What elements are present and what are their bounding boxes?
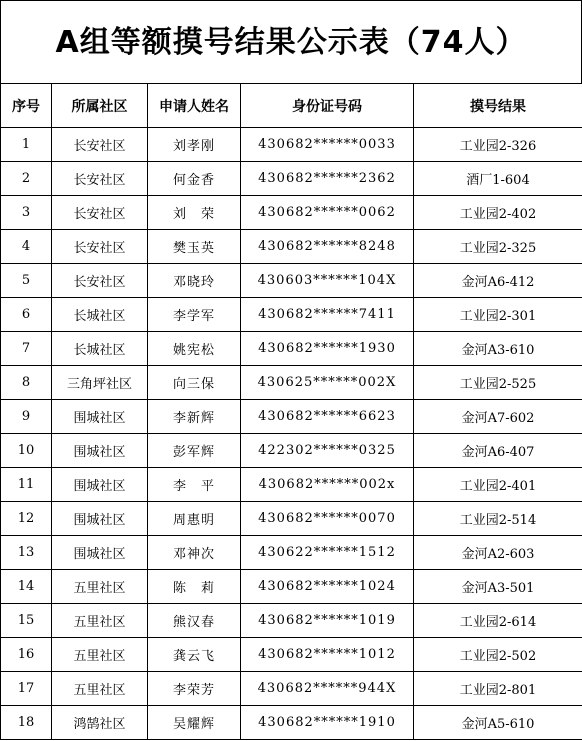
- column-header-serial: 序号: [1, 84, 52, 128]
- table-body: [1, 128, 582, 740]
- table-row: [1, 332, 582, 366]
- id-number-cell: 430682******0070: [241, 502, 414, 536]
- table-row: [1, 706, 582, 740]
- column-header-draw-result: 摸号结果: [414, 84, 582, 128]
- applicant-name-cell: 龚云飞: [148, 638, 241, 672]
- table-row: [1, 162, 582, 196]
- applicant-name-cell: 周惠明: [148, 502, 241, 536]
- serial-cell: 3: [1, 196, 52, 230]
- applicant-name-cell: 李 平: [148, 468, 241, 502]
- draw-result-cell: 工业园2-502: [414, 638, 582, 672]
- serial-cell: 5: [1, 264, 52, 298]
- applicant-name-cell: 刘 荣: [148, 196, 241, 230]
- applicant-name-cell: 樊玉英: [148, 230, 241, 264]
- table-row: [1, 468, 582, 502]
- draw-result-cell: 金河A6-412: [414, 264, 582, 298]
- id-number-cell: 430682******1019: [241, 604, 414, 638]
- applicant-name-cell: 陈 莉: [148, 570, 241, 604]
- table-row: [1, 672, 582, 706]
- draw-result-cell: 工业园2-301: [414, 298, 582, 332]
- applicant-name-cell: 姚宪松: [148, 332, 241, 366]
- page-title: A组等额摸号结果公示表（74人）: [0, 0, 582, 83]
- table-row: [1, 230, 582, 264]
- serial-cell: 7: [1, 332, 52, 366]
- community-cell: 五里社区: [52, 570, 148, 604]
- draw-result-cell: 金河A3-610: [414, 332, 582, 366]
- id-number-cell: 422302******0325: [241, 434, 414, 468]
- id-number-cell: 430682******0062: [241, 196, 414, 230]
- id-number-cell: 430682******1910: [241, 706, 414, 740]
- table-row: [1, 298, 582, 332]
- serial-cell: 6: [1, 298, 52, 332]
- applicant-name-cell: 吴耀辉: [148, 706, 241, 740]
- community-cell: 围城社区: [52, 468, 148, 502]
- id-number-cell: 430603******104X: [241, 264, 414, 298]
- serial-cell: 12: [1, 502, 52, 536]
- serial-cell: 10: [1, 434, 52, 468]
- applicant-name-cell: 邓晓玲: [148, 264, 241, 298]
- table-row: [1, 366, 582, 400]
- community-cell: 围城社区: [52, 434, 148, 468]
- serial-cell: 14: [1, 570, 52, 604]
- applicant-name-cell: 邓神次: [148, 536, 241, 570]
- draw-result-cell: 金河A5-610: [414, 706, 582, 740]
- id-number-cell: 430682******7411: [241, 298, 414, 332]
- applicant-name-cell: 向三保: [148, 366, 241, 400]
- id-number-cell: 430622******1512: [241, 536, 414, 570]
- table-row: [1, 502, 582, 536]
- draw-result-cell: 金河A7-602: [414, 400, 582, 434]
- table-row: [1, 570, 582, 604]
- draw-result-cell: 工业园2-514: [414, 502, 582, 536]
- column-header-id-number: 身份证号码: [241, 84, 414, 128]
- result-table: [0, 83, 582, 740]
- id-number-cell: 430682******0033: [241, 128, 414, 162]
- community-cell: 围城社区: [52, 502, 148, 536]
- column-header-applicant-name: 申请人姓名: [148, 84, 241, 128]
- applicant-name-cell: 刘孝刚: [148, 128, 241, 162]
- community-cell: 鸿鹄社区: [52, 706, 148, 740]
- id-number-cell: 430682******6623: [241, 400, 414, 434]
- column-header-community: 所属社区: [52, 84, 148, 128]
- applicant-name-cell: 李新辉: [148, 400, 241, 434]
- draw-result-cell: 工业园2-801: [414, 672, 582, 706]
- community-cell: 长安社区: [52, 230, 148, 264]
- id-number-cell: 430682******8248: [241, 230, 414, 264]
- serial-cell: 11: [1, 468, 52, 502]
- table-row: [1, 400, 582, 434]
- draw-result-cell: 酒厂1-604: [414, 162, 582, 196]
- serial-cell: 9: [1, 400, 52, 434]
- id-number-cell: 430625******002X: [241, 366, 414, 400]
- community-cell: 五里社区: [52, 604, 148, 638]
- draw-result-cell: 工业园2-525: [414, 366, 582, 400]
- table-row: [1, 434, 582, 468]
- community-cell: 长安社区: [52, 196, 148, 230]
- community-cell: 长安社区: [52, 162, 148, 196]
- id-number-cell: 430682******002x: [241, 468, 414, 502]
- applicant-name-cell: 何金香: [148, 162, 241, 196]
- draw-result-cell: 金河A2-603: [414, 536, 582, 570]
- serial-cell: 16: [1, 638, 52, 672]
- community-cell: 长城社区: [52, 332, 148, 366]
- community-cell: 五里社区: [52, 672, 148, 706]
- draw-result-cell: 工业园2-614: [414, 604, 582, 638]
- id-number-cell: 430682******1930: [241, 332, 414, 366]
- table-header-row: [1, 84, 582, 128]
- table-row: [1, 196, 582, 230]
- applicant-name-cell: 熊汉春: [148, 604, 241, 638]
- id-number-cell: 430682******944X: [241, 672, 414, 706]
- table-row: [1, 264, 582, 298]
- applicant-name-cell: 彭军辉: [148, 434, 241, 468]
- table-row: [1, 536, 582, 570]
- id-number-cell: 430682******2362: [241, 162, 414, 196]
- community-cell: 长城社区: [52, 298, 148, 332]
- table-row: [1, 128, 582, 162]
- draw-result-cell: 金河A3-501: [414, 570, 582, 604]
- id-number-cell: 430682******1012: [241, 638, 414, 672]
- id-number-cell: 430682******1024: [241, 570, 414, 604]
- table-row: [1, 604, 582, 638]
- serial-cell: 1: [1, 128, 52, 162]
- draw-result-cell: 工业园2-401: [414, 468, 582, 502]
- serial-cell: 15: [1, 604, 52, 638]
- table-row: [1, 638, 582, 672]
- draw-result-cell: 工业园2-326: [414, 128, 582, 162]
- applicant-name-cell: 李荣芳: [148, 672, 241, 706]
- serial-cell: 4: [1, 230, 52, 264]
- community-cell: 围城社区: [52, 400, 148, 434]
- draw-result-cell: 工业园2-402: [414, 196, 582, 230]
- draw-result-cell: 工业园2-325: [414, 230, 582, 264]
- serial-cell: 13: [1, 536, 52, 570]
- community-cell: 五里社区: [52, 638, 148, 672]
- applicant-name-cell: 李学军: [148, 298, 241, 332]
- community-cell: 三角坪社区: [52, 366, 148, 400]
- serial-cell: 2: [1, 162, 52, 196]
- serial-cell: 8: [1, 366, 52, 400]
- serial-cell: 17: [1, 672, 52, 706]
- community-cell: 长安社区: [52, 264, 148, 298]
- community-cell: 围城社区: [52, 536, 148, 570]
- serial-cell: 18: [1, 706, 52, 740]
- community-cell: 长安社区: [52, 128, 148, 162]
- draw-result-cell: 金河A6-407: [414, 434, 582, 468]
